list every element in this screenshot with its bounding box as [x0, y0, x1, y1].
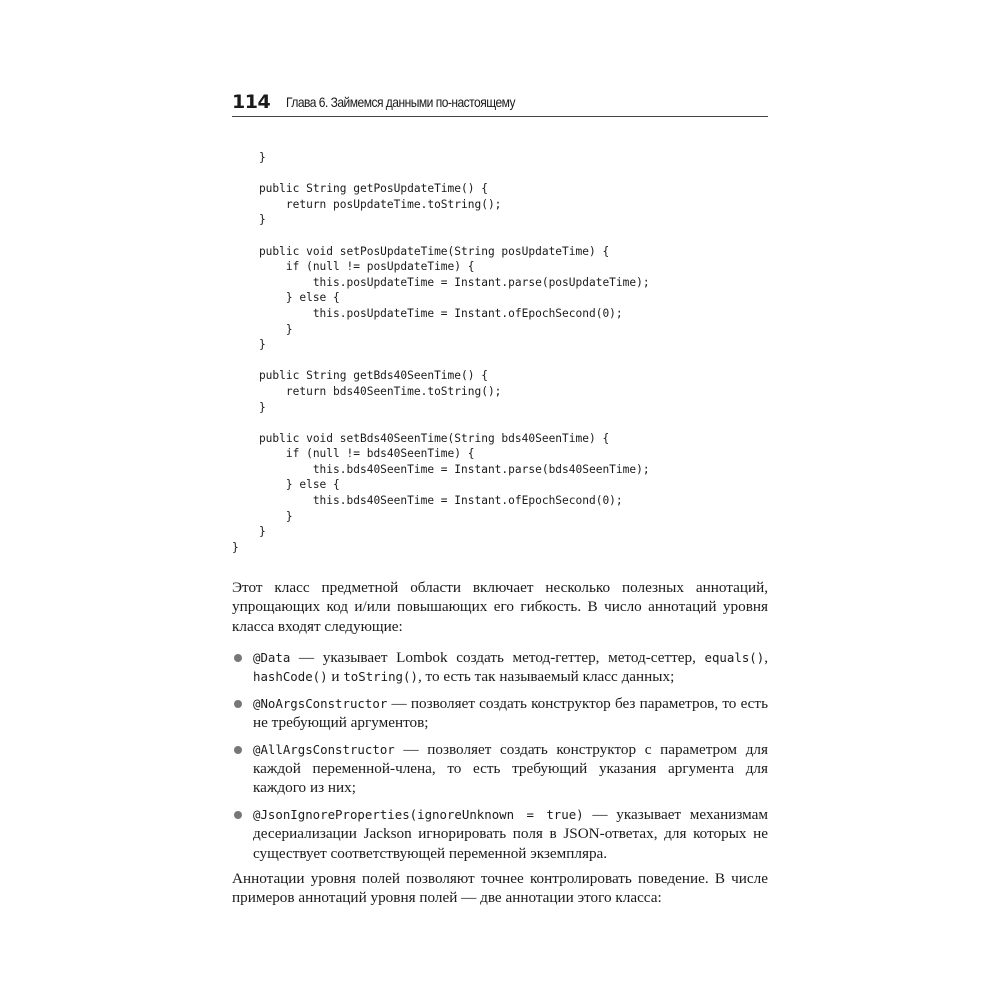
item-text: — позволяет создать конструктор без параметров, то есть не требующий аргументов;: [253, 694, 768, 732]
code-line: public String getPosUpdateTime() {: [232, 182, 488, 196]
code-line: [232, 166, 650, 182]
code-line: if (null != bds40SeenTime) {: [232, 447, 475, 461]
code-line: public String getBds40SeenTime() {: [232, 369, 488, 383]
code-line: }: [232, 213, 266, 227]
item-text: ,: [764, 649, 768, 666]
list-item-all-args-constructor: [232, 740, 768, 798]
chapter-title: Глава 6. Займемся данными по-настоящему: [286, 94, 516, 110]
item-text: , то есть так называемый класс данных;: [417, 668, 675, 686]
code-line: }: [232, 509, 293, 523]
page-header: [232, 88, 768, 117]
inline-code: @NoArgsConstructor: [253, 695, 388, 711]
code-line: } else {: [232, 478, 340, 492]
inline-code: @Data: [253, 650, 291, 665]
code-line: this.bds40SeenTime = Instant.parse(bds40SeenTime);: [232, 462, 650, 476]
intro-paragraph: Этот класс предметной области включает несколько полезных аннотаций, упрощающих код и/или повышающих его гибкость. В число аннотаций уровня класса входят следующие:: [232, 579, 768, 635]
annotation-list: [232, 648, 768, 870]
inline-code: hashCode(): [253, 669, 328, 685]
inline-code: toString(): [343, 669, 418, 685]
code-line: return bds40SeenTime.toString();: [232, 384, 502, 398]
code-line: }: [232, 540, 239, 554]
code-line: public void setBds40SeenTime(String bds40SeenTime) {: [232, 431, 610, 445]
code-line: }: [232, 338, 266, 352]
code-line: }: [232, 525, 266, 539]
closing-paragraph: Аннотации уровня полей позволяют точнее контролировать поведение. В числе примеров аннотаций уровня полей — две аннотации этого класса:: [232, 870, 768, 907]
item-text: — позволяет создать конструктор с параметром для каждой переменной-члена, то есть требующий указания аргумента для каждого из них;: [253, 740, 768, 797]
inline-code: @AllArgsConstructor: [253, 741, 395, 757]
code-line: [232, 353, 650, 369]
list-item-no-args-constructor: [232, 694, 768, 733]
item-text: — указывает механизмам десериализации Jackson игнорировать поля в JSON-ответах, для которых не существует соответствующей переменной экземпляра.: [253, 805, 768, 862]
code-line: return posUpdateTime.toString();: [232, 197, 502, 211]
code-line: [232, 228, 650, 244]
code-line: }: [232, 322, 293, 336]
code-line: public void setPosUpdateTime(String posUpdateTime) {: [232, 244, 610, 258]
code-line: this.posUpdateTime = Instant.ofEpochSecond(0);: [232, 306, 623, 320]
list-item-data: [232, 648, 768, 687]
code-listing: [232, 150, 650, 555]
inline-code: @JsonIgnoreProperties(ignoreUnknown = true): [253, 806, 584, 822]
item-text: и: [327, 668, 344, 686]
page-number: 114: [232, 91, 271, 113]
code-line: if (null != posUpdateTime) {: [232, 260, 475, 274]
code-line: this.posUpdateTime = Instant.parse(posUpdateTime);: [232, 275, 650, 289]
list-item-json-ignore-properties: [232, 805, 768, 863]
item-text: — указывает Lombok создать метод-геттер, метод-сеттер,: [290, 649, 705, 666]
code-line: this.bds40SeenTime = Instant.ofEpochSecond(0);: [232, 494, 623, 508]
code-line: }: [232, 151, 266, 164]
code-line: } else {: [232, 291, 340, 305]
inline-code: equals(): [704, 650, 765, 665]
code-line: [232, 415, 650, 431]
code-line: }: [232, 400, 266, 414]
